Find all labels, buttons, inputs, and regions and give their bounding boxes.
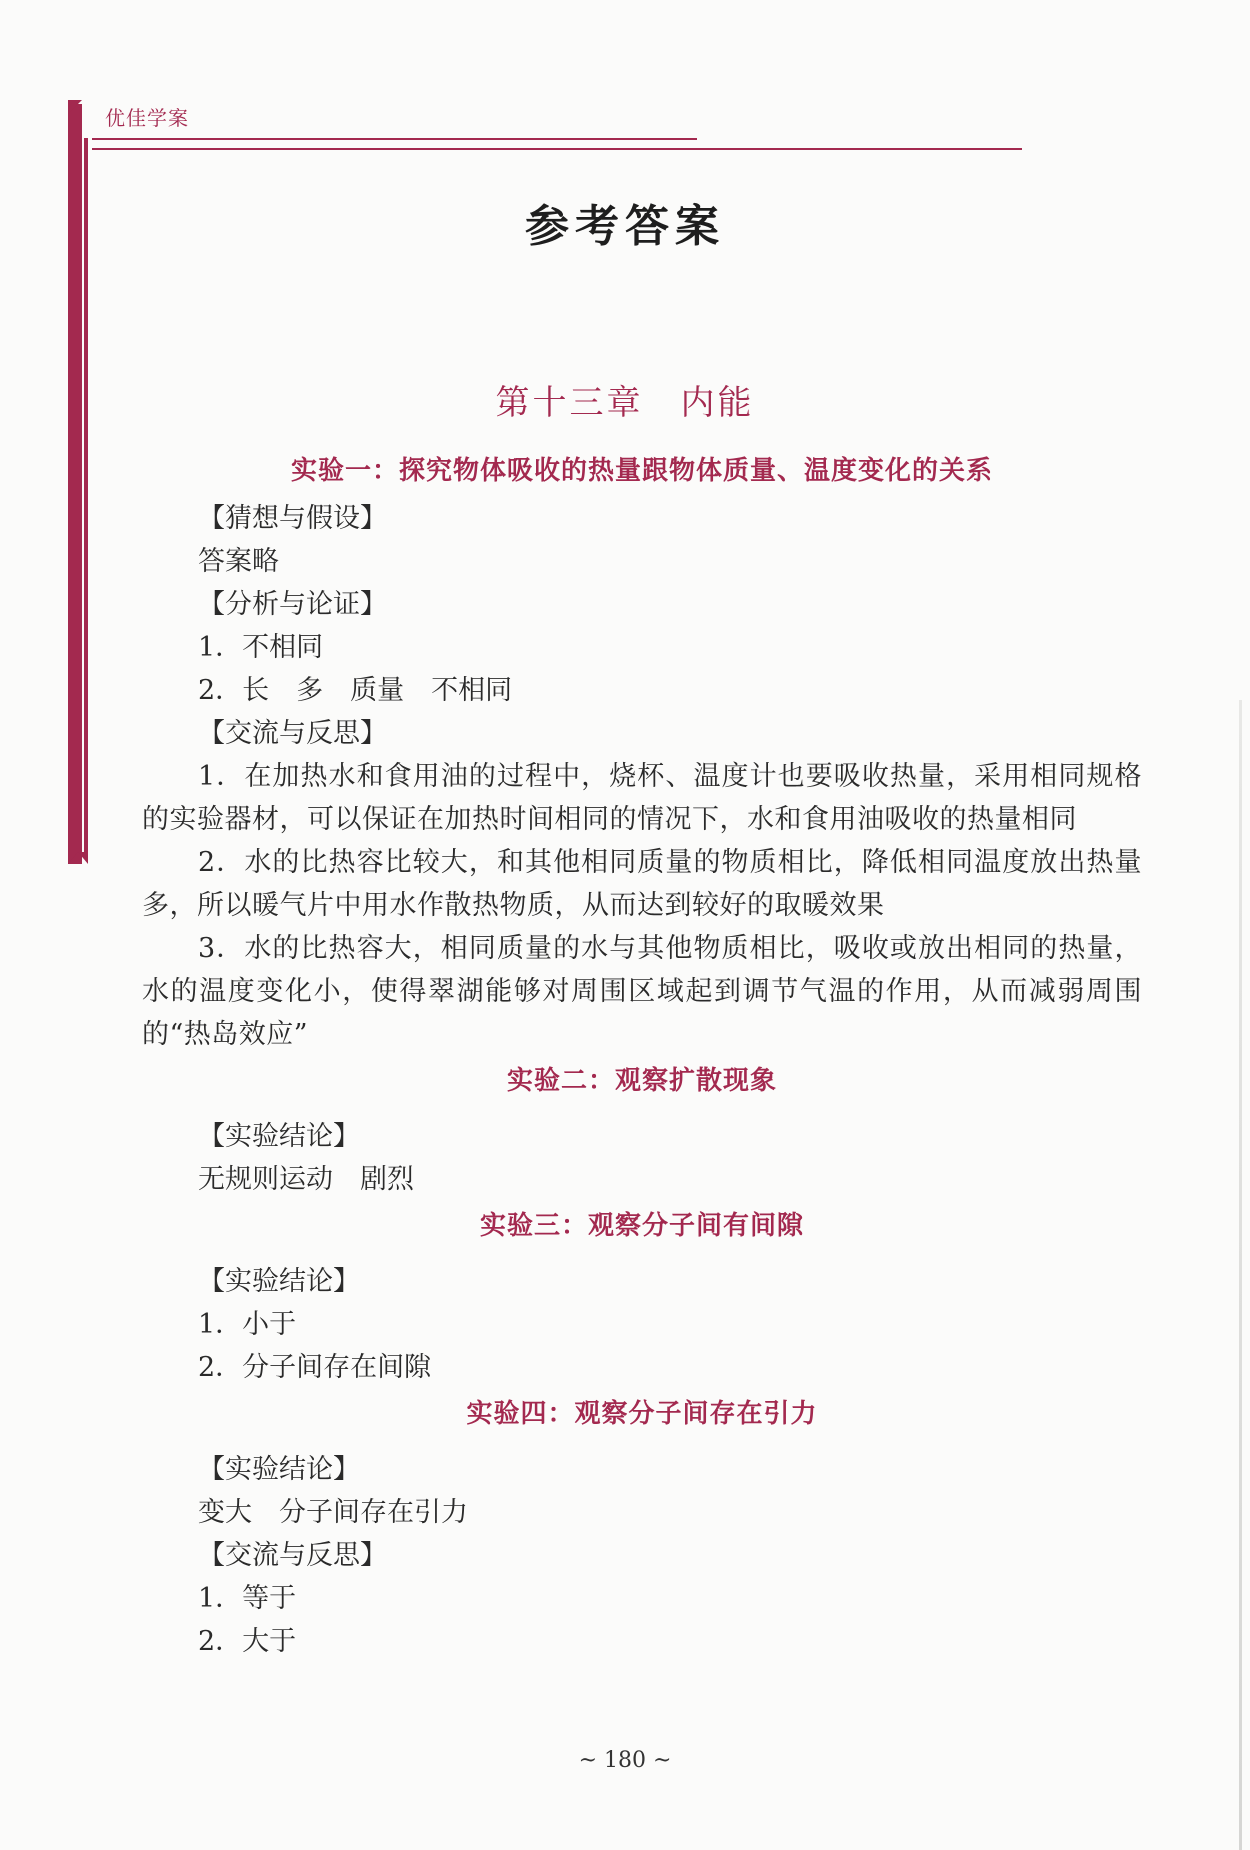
section-label: 【实验结论】 (198, 1121, 360, 1152)
page-edge-shadow (1239, 700, 1242, 1850)
experiment-2-heading: 实验二：观察扩散现象 (506, 1066, 777, 1096)
answer-paragraph: 2．水的比热容比较大，和其他相同质量的物质相比，降低相同温度放出热量多，所以暖气片中用水作散热物质，从而达到较好的取暖效果 (142, 847, 1142, 921)
left-bar-tail (68, 852, 88, 864)
header-rule-long (92, 148, 1022, 150)
answer-line: 1．小于 (198, 1309, 297, 1340)
experiment-4-heading: 实验四：观察分子间存在引力 (466, 1399, 818, 1429)
header-brand: 优佳学案 (105, 106, 189, 130)
answer-line: 2．分子间存在间隙 (198, 1352, 432, 1383)
section-label: 【分析与论证】 (198, 589, 387, 620)
answer-line: 2．大于 (198, 1626, 297, 1657)
answer-line: 变大 分子间存在引力 (198, 1497, 468, 1528)
answer-content (142, 450, 1142, 1663)
header-rule-short (92, 138, 697, 140)
experiment-1-heading: 实验一：探究物体吸收的热量跟物体质量、温度变化的关系 (290, 456, 993, 486)
section-label: 【实验结论】 (198, 1266, 360, 1297)
page-number: ~ 180 ~ (578, 1748, 672, 1773)
answer-paragraph: 1．在加热水和食用油的过程中，烧杯、温度计也要吸收热量，采用相同规格的实验器材，可以保证在加热时间相同的情况下，水和食用油吸收的热量相同 (142, 761, 1142, 835)
section-label: 【交流与反思】 (198, 1540, 387, 1571)
section-label: 【交流与反思】 (198, 718, 387, 749)
left-bar-tip (68, 100, 96, 114)
answer-line: 1．不相同 (198, 632, 324, 663)
answer-line: 无规则运动 剧烈 (198, 1164, 414, 1195)
answer-line: 1．等于 (198, 1583, 297, 1614)
section-label: 【实验结论】 (198, 1454, 360, 1485)
answer-line: 2．长 多 质量 不相同 (198, 675, 513, 706)
page-title: 参考答案 (525, 201, 725, 252)
chapter-title: 第十三章 内能 (495, 383, 755, 423)
answer-paragraph: 3．水的比热容大，相同质量的水与其他物质相比，吸收或放出相同的热量，水的温度变化小，使得翠湖能够对周围区域起到调节气温的作用，从而减弱周围的“热岛效应” (142, 933, 1142, 1050)
answer-line: 答案略 (198, 546, 279, 577)
section-label: 【猜想与假设】 (198, 503, 387, 534)
experiment-3-heading: 实验三：观察分子间有间隙 (479, 1211, 804, 1241)
